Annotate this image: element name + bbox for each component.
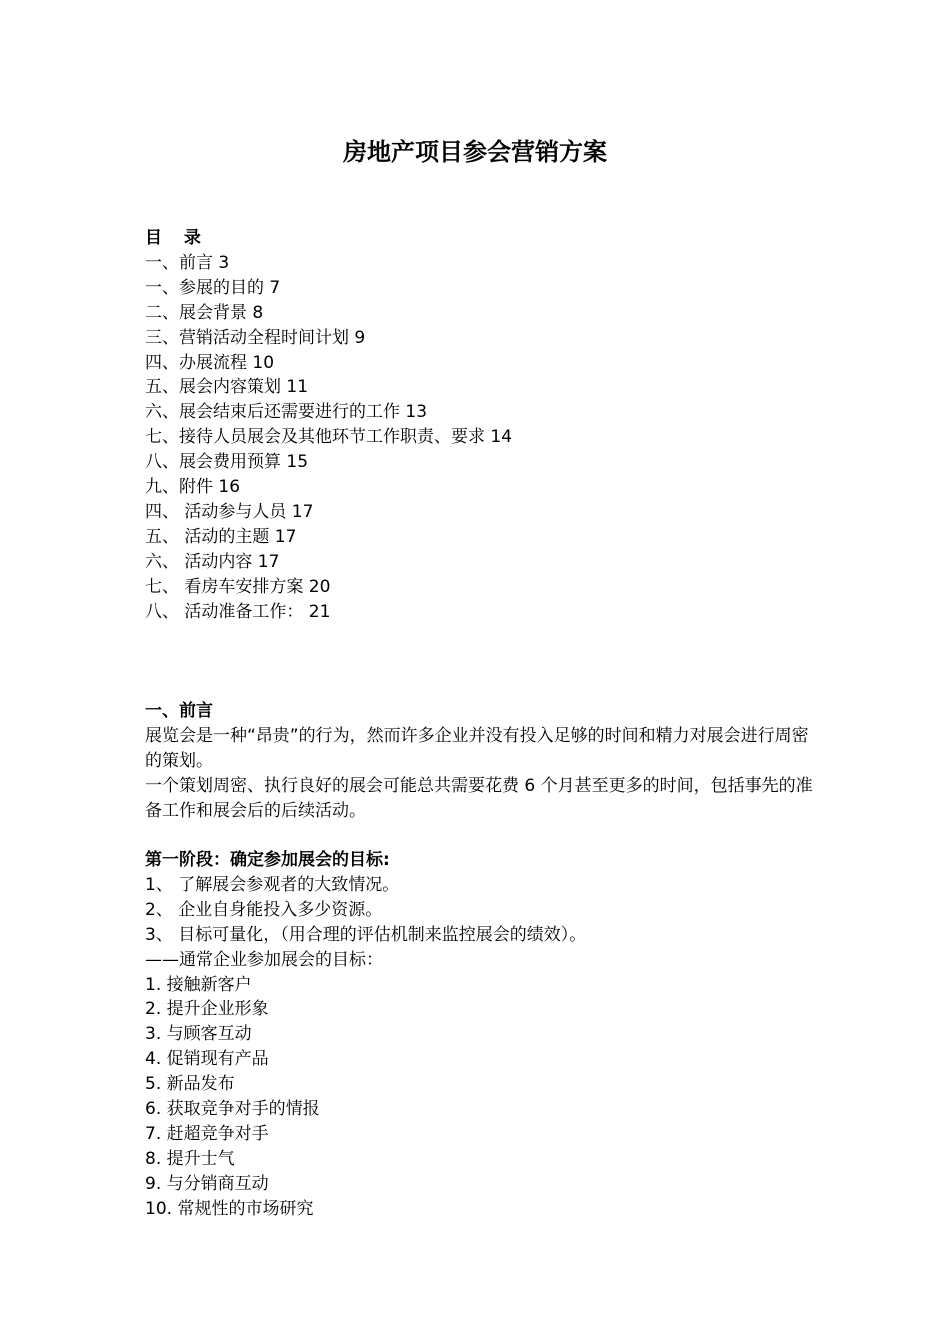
list-item: 2、 企业自身能投入多少资源。 (145, 899, 383, 920)
toc-item: 四、办展流程 10 (145, 352, 275, 373)
toc-item: 四、 活动参与人员 17 (145, 501, 314, 522)
list-item: 3、 目标可量化，（用合理的评估机制来监控展会的绩效）。 (145, 924, 587, 945)
list-item: 1、 了解展会参观者的大致情况。 (145, 874, 400, 895)
toc-item: 八、 活动准备工作： 21 (145, 601, 331, 622)
toc-item: 二、展会背景 8 (145, 302, 264, 323)
toc-item: 五、 活动的主题 17 (145, 526, 297, 547)
toc-item: 六、展会结束后还需要进行的工作 13 (145, 402, 428, 423)
list-item: 10. 常规性的市场研究 (145, 1198, 314, 1219)
toc-item: 一、前言 3 (145, 252, 230, 273)
list-item: 4. 促销现有产品 (145, 1049, 269, 1070)
paragraph: 一个策划周密、执行良好的展会可能总共需要花费 6 个月甚至更多的时间，包括事先的准备工作和展会后的后续活动。 (145, 775, 813, 821)
section-heading: 第一阶段：确定参加展会的目标: (145, 850, 390, 870)
toc-heading: 目 录 (145, 228, 209, 248)
list-item: 7. 赶超竞争对手 (145, 1123, 269, 1144)
list-item: 2. 提升企业形象 (145, 999, 269, 1020)
toc-item: 五、展会内容策划 11 (145, 377, 309, 398)
table-of-contents (145, 226, 815, 625)
document-title: 房地产项目参会营销方案 (343, 138, 607, 166)
toc-item: 八、展会费用预算 15 (145, 452, 309, 473)
list-item: 5. 新品发布 (145, 1074, 235, 1095)
toc-item: 六、 活动内容 17 (145, 551, 280, 572)
paragraph: 展览会是一种“昂贵”的行为，然而许多企业并没有投入足够的时间和精力对展会进行周密的策划。 (145, 725, 809, 771)
section-heading: 一、前言 (145, 701, 213, 721)
list-item: 1. 接触新客户 (145, 974, 252, 995)
toc-item: 九、附件 16 (145, 477, 241, 498)
list-item: ——通常企业参加展会的目标： (145, 949, 383, 970)
list-item: 3. 与顾客互动 (145, 1024, 252, 1045)
toc-item: 一、参展的目的 7 (145, 277, 281, 298)
list-item: 8. 提升士气 (145, 1148, 235, 1169)
toc-item: 七、 看房车安排方案 20 (145, 576, 331, 597)
list-item: 9. 与分销商互动 (145, 1173, 269, 1194)
toc-item: 七、接待人员展会及其他环节工作职责、要求 14 (145, 427, 513, 448)
list-item: 6. 获取竞争对手的情报 (145, 1099, 320, 1120)
stage-one-section (145, 848, 815, 1222)
preface-section (145, 699, 815, 824)
toc-item: 三、营销活动全程时间计划 9 (145, 327, 366, 348)
